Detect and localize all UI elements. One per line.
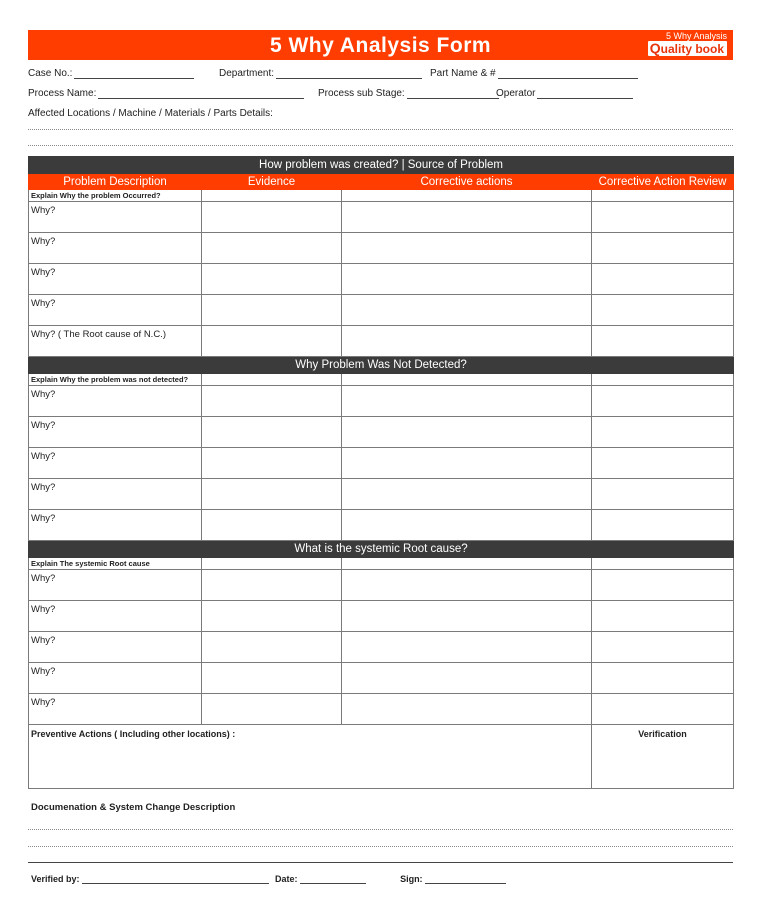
why-row (29, 663, 734, 694)
why-label[interactable]: Why? (29, 479, 202, 510)
why-row (29, 326, 734, 357)
cell-corrective[interactable] (342, 326, 592, 357)
cell-review[interactable] (592, 663, 734, 694)
preventive-actions-cell[interactable]: Preventive Actions ( Including other locations) : (29, 725, 592, 789)
why-label[interactable]: Why? (29, 694, 202, 725)
case-no-field[interactable] (28, 68, 194, 79)
explain-systemic-label: Explain The systemic Root cause (29, 558, 202, 570)
cell-evidence[interactable] (202, 601, 342, 632)
cell-corrective[interactable] (342, 558, 592, 570)
why-label-root-cause[interactable]: Why? ( The Root cause of N.C.) (29, 326, 202, 357)
why-label[interactable]: Why? (29, 233, 202, 264)
why-row (29, 386, 734, 417)
operator-field[interactable] (496, 88, 633, 99)
five-why-table (28, 156, 734, 789)
verified-by-label: Verified by: (31, 874, 80, 884)
form-title-bar (28, 30, 733, 60)
col-corrective-actions: Corrective actions (342, 174, 592, 190)
brand-caption: 5 Why Analysis (665, 31, 727, 41)
affected-dotted-line-2[interactable] (28, 145, 733, 146)
why-label[interactable]: Why? (29, 386, 202, 417)
cell-evidence[interactable] (202, 570, 342, 601)
cell-review[interactable] (592, 386, 734, 417)
process-sub-stage-input-line[interactable] (407, 89, 499, 99)
cell-corrective[interactable] (342, 233, 592, 264)
why-label[interactable]: Why? (29, 570, 202, 601)
cell-evidence[interactable] (202, 202, 342, 233)
cell-evidence[interactable] (202, 417, 342, 448)
cell-corrective[interactable] (342, 374, 592, 386)
cell-evidence[interactable] (202, 663, 342, 694)
why-row (29, 601, 734, 632)
cell-corrective[interactable] (342, 202, 592, 233)
cell-review[interactable] (592, 374, 734, 386)
col-problem-description: Problem Description (29, 174, 202, 190)
section-title-systemic: What is the systemic Root cause? (29, 541, 734, 558)
process-sub-stage-field[interactable] (318, 88, 499, 99)
cell-evidence[interactable] (202, 558, 342, 570)
cell-corrective[interactable] (342, 601, 592, 632)
verified-by-input-line[interactable] (82, 875, 269, 884)
section-header-systemic (29, 541, 734, 558)
cell-evidence[interactable] (202, 510, 342, 541)
cell-corrective[interactable] (342, 295, 592, 326)
brand-logo (648, 41, 727, 56)
documentation-dotted-line-2[interactable] (28, 846, 733, 847)
cell-review[interactable] (592, 295, 734, 326)
section-title-not-detected: Why Problem Was Not Detected? (29, 357, 734, 374)
cell-evidence[interactable] (202, 632, 342, 663)
why-row (29, 295, 734, 326)
department-input-line[interactable] (276, 69, 422, 79)
why-label[interactable]: Why? (29, 417, 202, 448)
col-corrective-action-review: Corrective Action Review (592, 174, 734, 190)
process-name-field[interactable] (28, 88, 304, 99)
cell-corrective[interactable] (342, 663, 592, 694)
brand-logo-q: Q (649, 40, 661, 56)
cell-corrective[interactable] (342, 417, 592, 448)
cell-review[interactable] (592, 233, 734, 264)
footer-divider (28, 862, 733, 863)
why-label[interactable]: Why? (29, 663, 202, 694)
explain-occurred-label: Explain Why the problem Occurred? (29, 190, 202, 202)
cell-review[interactable] (592, 601, 734, 632)
cell-evidence[interactable] (202, 479, 342, 510)
cell-review[interactable] (592, 417, 734, 448)
cell-corrective[interactable] (342, 386, 592, 417)
cell-evidence[interactable] (202, 233, 342, 264)
operator-label: Operator (496, 88, 536, 99)
cell-evidence[interactable] (202, 694, 342, 725)
process-name-input-line[interactable] (98, 89, 304, 99)
case-no-input-line[interactable] (74, 69, 194, 79)
cell-review[interactable] (592, 264, 734, 295)
cell-evidence[interactable] (202, 326, 342, 357)
cell-review[interactable] (592, 479, 734, 510)
cell-corrective[interactable] (342, 570, 592, 601)
brand-logo-text: uality book (660, 42, 724, 56)
why-label[interactable]: Why? (29, 510, 202, 541)
why-row (29, 202, 734, 233)
why-row (29, 448, 734, 479)
affected-dotted-line-1[interactable] (28, 129, 733, 130)
cell-review[interactable] (592, 326, 734, 357)
cell-evidence[interactable] (202, 264, 342, 295)
form-title: 5 Why Analysis Form (269, 34, 492, 57)
part-name-input-line[interactable] (498, 69, 638, 79)
preventive-actions-row (29, 725, 734, 789)
cell-evidence[interactable] (202, 295, 342, 326)
why-row (29, 510, 734, 541)
section-title-source: How problem was created? | Source of Problem (29, 157, 734, 174)
why-row (29, 264, 734, 295)
why-label[interactable]: Why? (29, 448, 202, 479)
why-label[interactable]: Why? (29, 202, 202, 233)
cell-evidence[interactable] (202, 386, 342, 417)
cell-review[interactable] (592, 448, 734, 479)
brand-logo-block (639, 31, 729, 58)
why-row (29, 632, 734, 663)
section-header-not-detected (29, 357, 734, 374)
explain-not-detected-label: Explain Why the problem was not detected? (29, 374, 202, 386)
process-sub-stage-label: Process sub Stage: (318, 88, 405, 99)
cell-corrective[interactable] (342, 448, 592, 479)
cell-evidence[interactable] (202, 448, 342, 479)
signature-row (31, 874, 506, 884)
col-evidence: Evidence (202, 174, 342, 190)
cell-review[interactable] (592, 190, 734, 202)
explain-row-occurred (29, 190, 734, 202)
process-name-label: Process Name: (28, 88, 97, 99)
cell-review[interactable] (592, 632, 734, 663)
department-label: Department: (219, 68, 275, 79)
explain-row-not-detected (29, 374, 734, 386)
affected-locations-label: Affected Locations / Machine / Materials / Parts Details: (28, 108, 273, 119)
date-input-line[interactable] (300, 875, 366, 884)
cell-review[interactable] (592, 510, 734, 541)
why-label[interactable]: Why? (29, 264, 202, 295)
part-name-label: Part Name & # (430, 68, 496, 79)
cell-review[interactable] (592, 202, 734, 233)
cell-review[interactable] (592, 570, 734, 601)
cell-corrective[interactable] (342, 694, 592, 725)
why-row (29, 233, 734, 264)
why-row (29, 694, 734, 725)
part-name-field[interactable] (430, 68, 638, 79)
verification-cell[interactable]: Verification (592, 725, 734, 789)
why-row (29, 417, 734, 448)
why-label[interactable]: Why? (29, 601, 202, 632)
cell-review[interactable] (592, 694, 734, 725)
why-row (29, 570, 734, 601)
cell-corrective[interactable] (342, 632, 592, 663)
cell-corrective[interactable] (342, 190, 592, 202)
case-no-label: Case No.: (28, 68, 73, 79)
cell-corrective[interactable] (342, 264, 592, 295)
cell-evidence[interactable] (202, 374, 342, 386)
sign-input-line[interactable] (425, 875, 506, 884)
department-field[interactable] (219, 68, 422, 79)
operator-input-line[interactable] (537, 89, 633, 99)
sign-label: Sign: (400, 874, 423, 884)
cell-review[interactable] (592, 558, 734, 570)
section-header-source (29, 157, 734, 174)
why-label[interactable]: Why? (29, 295, 202, 326)
cell-corrective[interactable] (342, 510, 592, 541)
cell-corrective[interactable] (342, 479, 592, 510)
documentation-label: Documenation & System Change Description (31, 802, 236, 813)
column-headers (29, 174, 734, 190)
why-row (29, 479, 734, 510)
date-label: Date: (275, 874, 298, 884)
explain-row-systemic (29, 558, 734, 570)
cell-evidence[interactable] (202, 190, 342, 202)
why-label[interactable]: Why? (29, 632, 202, 663)
documentation-dotted-line-1[interactable] (28, 829, 733, 830)
